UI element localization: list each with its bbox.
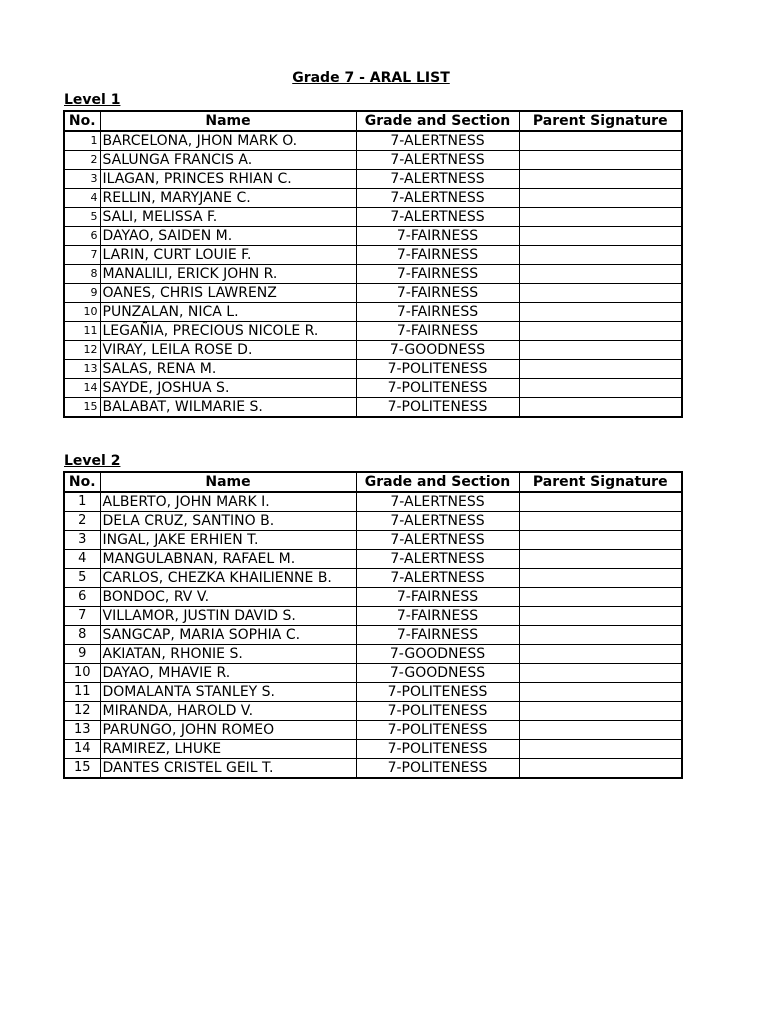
grade-section: 7-POLITENESS xyxy=(356,379,519,398)
grade-section: 7-POLITENESS xyxy=(356,683,519,702)
header-no: No. xyxy=(64,472,100,492)
student-name: LARIN, CURT LOUIE F. xyxy=(100,246,356,265)
parent-signature-cell[interactable] xyxy=(519,664,682,683)
student-name: AKIATAN, RHONIE S. xyxy=(100,645,356,664)
table-row xyxy=(64,588,682,607)
parent-signature-cell[interactable] xyxy=(519,303,682,322)
row-number: 14 xyxy=(64,379,100,398)
student-name: DANTES CRISTEL GEIL T. xyxy=(100,759,356,779)
header-name: Name xyxy=(100,111,356,131)
parent-signature-cell[interactable] xyxy=(519,550,682,569)
row-number: 11 xyxy=(64,683,100,702)
level-2-table xyxy=(63,471,683,779)
parent-signature-cell[interactable] xyxy=(519,531,682,550)
table-row xyxy=(64,284,682,303)
grade-section: 7-POLITENESS xyxy=(356,721,519,740)
parent-signature-cell[interactable] xyxy=(519,170,682,189)
student-name: SALI, MELISSA F. xyxy=(100,208,356,227)
header-grade-section: Grade and Section xyxy=(356,111,519,131)
table-row xyxy=(64,170,682,189)
parent-signature-cell[interactable] xyxy=(519,208,682,227)
row-number: 9 xyxy=(64,645,100,664)
table-row xyxy=(64,512,682,531)
student-name: BARCELONA, JHON MARK O. xyxy=(100,131,356,151)
grade-section: 7-ALERTNESS xyxy=(356,512,519,531)
student-name: MANALILI, ERICK JOHN R. xyxy=(100,265,356,284)
table-row xyxy=(64,626,682,645)
table-row xyxy=(64,721,682,740)
student-name: CARLOS, CHEZKA KHAILIENNE B. xyxy=(100,569,356,588)
table-row xyxy=(64,702,682,721)
student-name: SALUNGA FRANCIS A. xyxy=(100,151,356,170)
row-number: 6 xyxy=(64,588,100,607)
row-number: 6 xyxy=(64,227,100,246)
parent-signature-cell[interactable] xyxy=(519,492,682,512)
row-number: 10 xyxy=(64,303,100,322)
row-number: 10 xyxy=(64,664,100,683)
student-name: DAYAO, SAIDEN M. xyxy=(100,227,356,246)
table-row xyxy=(64,360,682,379)
header-name: Name xyxy=(100,472,356,492)
student-name: SALAS, RENA M. xyxy=(100,360,356,379)
grade-section: 7-POLITENESS xyxy=(356,360,519,379)
level-1-heading: Level 1 xyxy=(64,92,121,108)
grade-section: 7-ALERTNESS xyxy=(356,151,519,170)
parent-signature-cell[interactable] xyxy=(519,379,682,398)
grade-section: 7-FAIRNESS xyxy=(356,607,519,626)
parent-signature-cell[interactable] xyxy=(519,569,682,588)
table-row xyxy=(64,531,682,550)
grade-section: 7-FAIRNESS xyxy=(356,588,519,607)
grade-section: 7-ALERTNESS xyxy=(356,492,519,512)
table-row xyxy=(64,341,682,360)
row-number: 4 xyxy=(64,189,100,208)
student-name: PARUNGO, JOHN ROMEO xyxy=(100,721,356,740)
parent-signature-cell[interactable] xyxy=(519,588,682,607)
grade-section: 7-ALERTNESS xyxy=(356,131,519,151)
row-number: 15 xyxy=(64,759,100,779)
grade-section: 7-FAIRNESS xyxy=(356,626,519,645)
parent-signature-cell[interactable] xyxy=(519,607,682,626)
header-parent-signature: Parent Signature xyxy=(519,111,682,131)
row-number: 13 xyxy=(64,360,100,379)
row-number: 3 xyxy=(64,531,100,550)
row-number: 15 xyxy=(64,398,100,418)
student-name: SANGCAP, MARIA SOPHIA C. xyxy=(100,626,356,645)
parent-signature-cell[interactable] xyxy=(519,341,682,360)
row-number: 1 xyxy=(64,131,100,151)
grade-section: 7-FAIRNESS xyxy=(356,303,519,322)
grade-section: 7-FAIRNESS xyxy=(356,227,519,246)
row-number: 11 xyxy=(64,322,100,341)
parent-signature-cell[interactable] xyxy=(519,360,682,379)
table-row xyxy=(64,550,682,569)
table-row xyxy=(64,322,682,341)
level-2-heading: Level 2 xyxy=(64,453,121,469)
table-row xyxy=(64,303,682,322)
table-row xyxy=(64,189,682,208)
student-name: ILAGAN, PRINCES RHIAN C. xyxy=(100,170,356,189)
grade-section: 7-GOODNESS xyxy=(356,341,519,360)
grade-section: 7-ALERTNESS xyxy=(356,569,519,588)
table-row xyxy=(64,265,682,284)
row-number: 12 xyxy=(64,341,100,360)
table-row xyxy=(64,664,682,683)
grade-section: 7-POLITENESS xyxy=(356,740,519,759)
row-number: 3 xyxy=(64,170,100,189)
student-name: DOMALANTA STANLEY S. xyxy=(100,683,356,702)
student-name: PUNZALAN, NICA L. xyxy=(100,303,356,322)
student-name: DAYAO, MHAVIE R. xyxy=(100,664,356,683)
grade-section: 7-ALERTNESS xyxy=(356,208,519,227)
row-number: 12 xyxy=(64,702,100,721)
parent-signature-cell[interactable] xyxy=(519,683,682,702)
student-name: RAMIREZ, LHUKE xyxy=(100,740,356,759)
grade-section: 7-POLITENESS xyxy=(356,759,519,779)
parent-signature-cell[interactable] xyxy=(519,284,682,303)
table-row xyxy=(64,246,682,265)
table-header-row xyxy=(64,472,682,492)
table-row xyxy=(64,607,682,626)
parent-signature-cell[interactable] xyxy=(519,322,682,341)
grade-section: 7-GOODNESS xyxy=(356,645,519,664)
student-name: OANES, CHRIS LAWRENZ xyxy=(100,284,356,303)
parent-signature-cell[interactable] xyxy=(519,759,682,779)
row-number: 9 xyxy=(64,284,100,303)
grade-section: 7-FAIRNESS xyxy=(356,265,519,284)
table-row xyxy=(64,569,682,588)
header-no: No. xyxy=(64,111,100,131)
parent-signature-cell[interactable] xyxy=(519,246,682,265)
table-row xyxy=(64,227,682,246)
grade-section: 7-ALERTNESS xyxy=(356,550,519,569)
row-number: 7 xyxy=(64,607,100,626)
parent-signature-cell[interactable] xyxy=(519,265,682,284)
table-row xyxy=(64,683,682,702)
row-number: 14 xyxy=(64,740,100,759)
student-name: RELLIN, MARYJANE C. xyxy=(100,189,356,208)
table-row xyxy=(64,131,682,151)
table-row xyxy=(64,379,682,398)
header-grade-section: Grade and Section xyxy=(356,472,519,492)
grade-section: 7-GOODNESS xyxy=(356,664,519,683)
table-row xyxy=(64,492,682,512)
row-number: 7 xyxy=(64,246,100,265)
parent-signature-cell[interactable] xyxy=(519,227,682,246)
grade-section: 7-POLITENESS xyxy=(356,702,519,721)
row-number: 1 xyxy=(64,492,100,512)
table-row xyxy=(64,740,682,759)
student-name: INGAL, JAKE ERHIEN T. xyxy=(100,531,356,550)
table-header-row xyxy=(64,111,682,131)
header-parent-signature: Parent Signature xyxy=(519,472,682,492)
parent-signature-cell[interactable] xyxy=(519,398,682,418)
student-name: MIRANDA, HAROLD V. xyxy=(100,702,356,721)
grade-section: 7-ALERTNESS xyxy=(356,170,519,189)
parent-signature-cell[interactable] xyxy=(519,512,682,531)
page-title: Grade 7 - ARAL LIST xyxy=(292,70,450,86)
row-number: 2 xyxy=(64,151,100,170)
row-number: 13 xyxy=(64,721,100,740)
student-name: BONDOC, RV V. xyxy=(100,588,356,607)
student-name: LEGAÑIA, PRECIOUS NICOLE R. xyxy=(100,322,356,341)
parent-signature-cell[interactable] xyxy=(519,151,682,170)
student-name: SAYDE, JOSHUA S. xyxy=(100,379,356,398)
parent-signature-cell[interactable] xyxy=(519,131,682,151)
grade-section: 7-ALERTNESS xyxy=(356,189,519,208)
grade-section: 7-ALERTNESS xyxy=(356,531,519,550)
parent-signature-cell[interactable] xyxy=(519,721,682,740)
parent-signature-cell[interactable] xyxy=(519,626,682,645)
parent-signature-cell[interactable] xyxy=(519,645,682,664)
grade-section: 7-FAIRNESS xyxy=(356,246,519,265)
table-row xyxy=(64,208,682,227)
table-row xyxy=(64,645,682,664)
student-name: VILLAMOR, JUSTIN DAVID S. xyxy=(100,607,356,626)
parent-signature-cell[interactable] xyxy=(519,189,682,208)
student-name: VIRAY, LEILA ROSE D. xyxy=(100,341,356,360)
grade-section: 7-FAIRNESS xyxy=(356,322,519,341)
row-number: 5 xyxy=(64,208,100,227)
student-name: ALBERTO, JOHN MARK I. xyxy=(100,492,356,512)
student-name: MANGULABNAN, RAFAEL M. xyxy=(100,550,356,569)
table-row xyxy=(64,151,682,170)
row-number: 8 xyxy=(64,265,100,284)
student-name: BALABAT, WILMARIE S. xyxy=(100,398,356,418)
grade-section: 7-POLITENESS xyxy=(356,398,519,418)
level-1-table xyxy=(63,110,683,418)
row-number: 8 xyxy=(64,626,100,645)
table-row xyxy=(64,759,682,779)
parent-signature-cell[interactable] xyxy=(519,702,682,721)
row-number: 5 xyxy=(64,569,100,588)
parent-signature-cell[interactable] xyxy=(519,740,682,759)
row-number: 2 xyxy=(64,512,100,531)
grade-section: 7-FAIRNESS xyxy=(356,284,519,303)
table-row xyxy=(64,398,682,418)
row-number: 4 xyxy=(64,550,100,569)
student-name: DELA CRUZ, SANTINO B. xyxy=(100,512,356,531)
